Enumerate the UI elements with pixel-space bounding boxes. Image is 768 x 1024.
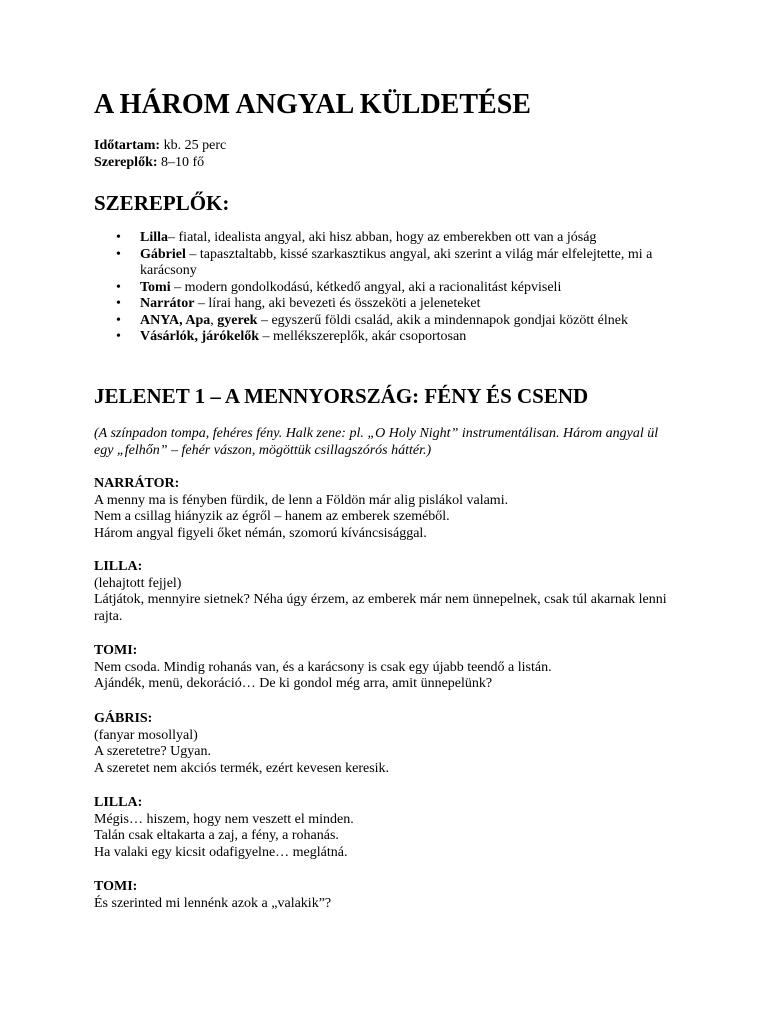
dialogue-line: Nem csoda. Mindig rohanás van, és a karácsony is csak egy újabb teendő a listán. — [94, 659, 552, 675]
cast-item — [94, 230, 684, 247]
cast-item — [94, 296, 684, 313]
dialogue-line: A szeretetre? Ugyan. — [94, 744, 211, 759]
dialogue-block — [94, 795, 684, 861]
cast-list — [94, 230, 684, 346]
speaker-name: LILLA: — [94, 559, 143, 574]
dialogue-block — [94, 476, 684, 542]
cast-desc: – tapasztaltabb, kissé szarkasztikus angyal, aki szerint a világ már elfelejtette, mi a karácsony — [140, 246, 653, 278]
dialogue-line: Három angyal figyeli őket némán, szomorú kíváncsisággal. — [94, 525, 427, 541]
bullet-icon: • — [116, 246, 121, 262]
cast-name: Lilla — [140, 230, 169, 245]
speaker-name: GÁBRIS: — [94, 711, 153, 726]
dialogue-line: Látjátok, mennyire sietnek? Néha úgy érzem, az emberek már nem ünnepelnek, csak túl akarnak lenni rajta. — [94, 592, 667, 624]
cast-item — [94, 247, 684, 280]
dialogue-line: Talán csak eltakarta a zaj, a fény, a rohanás. — [94, 828, 339, 843]
document-title: A HÁROM ANGYAL KÜLDETÉSE — [94, 89, 531, 120]
dialogue-line: És szerinted mi lennénk azok a „valakik”? — [94, 895, 332, 911]
dialogue-line: Nem a csillag hiányzik az égről – hanem az emberek szeméből. — [94, 509, 450, 524]
bullet-icon: • — [116, 230, 121, 245]
cast-name: Gábriel — [140, 246, 186, 262]
bullet-icon: • — [116, 312, 121, 328]
cast-name-separator: , — [210, 312, 218, 328]
dialogue-line: A menny ma is fényben fürdik, de lenn a Földön már alig pislákol valami. — [94, 492, 509, 508]
speaker-name: TOMI: — [94, 643, 138, 658]
cast-size-label: Szereplők: — [94, 154, 158, 170]
dialogue-block — [94, 711, 684, 777]
stage-direction: (A színpadon tompa, fehéres fény. Halk zene: pl. „O Holy Night” instrumentálisan. Három angyal ül egy „felhőn” – fehér vászon, mögöttük csillagszórós háttér.) — [94, 426, 659, 458]
dialogue-line: Ha valaki egy kicsit odafigyelne… meglátná. — [94, 844, 348, 860]
cast-name: Narrátor — [140, 296, 195, 311]
dialogue-block — [94, 643, 684, 693]
speaker-name: TOMI: — [94, 879, 138, 894]
bullet-icon: • — [116, 279, 121, 295]
cast-name: ANYA, Apa — [140, 312, 211, 328]
cast-item — [94, 329, 684, 346]
meta-info — [94, 138, 226, 171]
cast-size-row — [94, 155, 226, 172]
cast-desc: – egyszerű földi család, akik a mindennapok gondjai között élnek — [257, 312, 628, 328]
cast-item — [94, 313, 684, 330]
cast-desc: – fiatal, idealista angyal, aki hisz abban, hogy az emberekben ott van a jóság — [168, 230, 597, 245]
bullet-icon: • — [116, 329, 121, 344]
dialogue-line: (fanyar mosollyal) — [94, 727, 198, 743]
scene-heading: JELENET 1 – A MENNYORSZÁG: FÉNY ÉS CSEND — [94, 384, 589, 408]
dialogue-line: Mégis… hiszem, hogy nem veszett el minden. — [94, 811, 354, 827]
cast-desc: – lírai hang, aki bevezeti és összeköti a jeleneteket — [194, 296, 481, 311]
dialogue-block — [94, 879, 684, 912]
dialogue-block — [94, 559, 684, 625]
cast-size-value: 8–10 fő — [157, 154, 205, 170]
duration-row — [94, 138, 226, 155]
speaker-name: NARRÁTOR: — [94, 476, 180, 491]
duration-value: kb. 25 perc — [160, 138, 227, 153]
cast-name: Vásárlók, járókelők — [140, 329, 259, 344]
bullet-icon: • — [116, 296, 121, 311]
dialogue-line: (lehajtott fejjel) — [94, 575, 182, 591]
duration-label: Időtartam: — [94, 138, 161, 153]
cast-name: gyerek — [217, 312, 258, 328]
cast-heading: SZEREPLŐK: — [94, 191, 230, 215]
dialogue-line: A szeretet nem akciós termék, ezért kevesen keresik. — [94, 760, 390, 776]
cast-desc: – modern gondolkodású, kétkedő angyal, aki a racionalitást képviseli — [170, 279, 562, 295]
speaker-name: LILLA: — [94, 795, 143, 810]
cast-name: Tomi — [140, 279, 171, 295]
cast-item — [94, 280, 684, 297]
dialogue-line: Ajándék, menü, dekoráció… De ki gondol még arra, amit ünnepelünk? — [94, 676, 493, 691]
cast-desc: – mellékszereplők, akár csoportosan — [259, 329, 467, 344]
